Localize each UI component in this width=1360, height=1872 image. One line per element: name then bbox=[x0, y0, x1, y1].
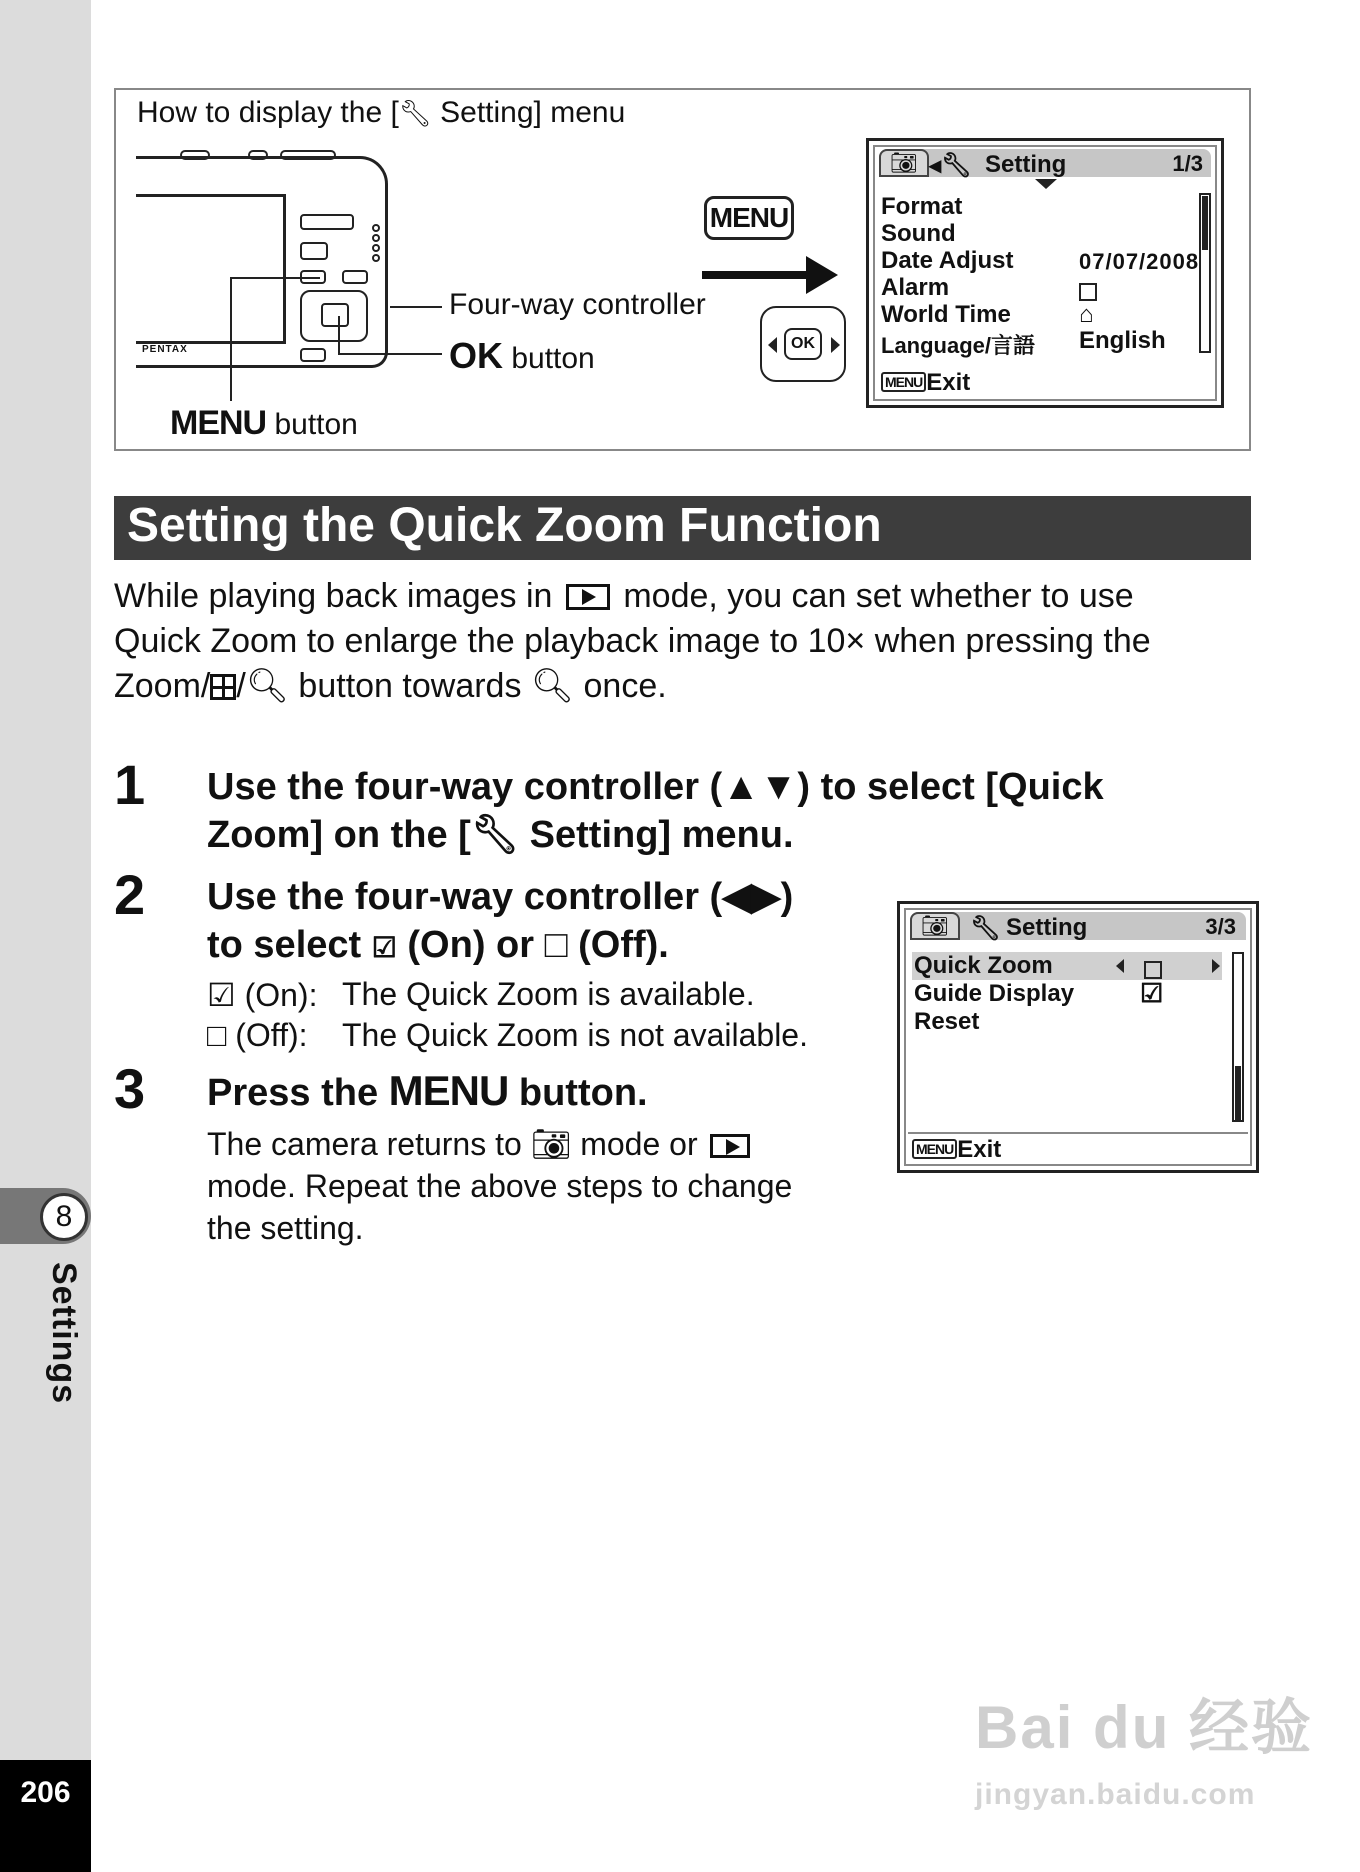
step-2-off-label: □ (Off): bbox=[207, 1017, 308, 1053]
label-ok-button bbox=[449, 335, 595, 377]
ok-leader-line bbox=[338, 353, 442, 355]
intro-text: Quick Zoom to enlarge the playback image to 10× when pressing the bbox=[114, 622, 1151, 660]
home-icon: ⌂ bbox=[1079, 301, 1094, 328]
step-2-line-1: Use the four-way controller (◀▶) bbox=[207, 876, 794, 918]
watermark-url: jingyan.baidu.com bbox=[975, 1778, 1256, 1811]
step-number-2: 2 bbox=[114, 863, 146, 926]
camera-ok-button bbox=[321, 303, 349, 327]
ok-key-text: OK bbox=[449, 335, 503, 376]
magnifier-icon: 🔍︎ bbox=[245, 667, 289, 705]
checkbox-checked-icon: ☑ bbox=[371, 932, 397, 963]
lcd-scroll-thumb bbox=[1235, 1066, 1241, 1120]
thumbnail-grid-icon bbox=[210, 674, 236, 700]
lcd-value-date: 07/07/2008 bbox=[1079, 249, 1200, 274]
lcd-page-indicator: 1/3 bbox=[1172, 151, 1203, 176]
lcd-value-language: English bbox=[1079, 327, 1166, 354]
lcd-scrollbar bbox=[1232, 952, 1244, 1122]
step-3-line-1 bbox=[207, 1067, 648, 1117]
fourway-leader-line bbox=[390, 306, 442, 308]
step-body-text: The camera returns to bbox=[207, 1126, 531, 1162]
checkbox-checked-icon: ☑ bbox=[207, 977, 236, 1013]
side-strip bbox=[0, 0, 91, 1872]
menu-mini-icon: MENU bbox=[881, 372, 926, 392]
step-number-1: 1 bbox=[114, 753, 146, 816]
lcd-row-world-time: World Time bbox=[881, 301, 1011, 328]
wrench-icon: 🔧︎ bbox=[970, 915, 1001, 942]
camera-top-button bbox=[180, 150, 210, 160]
menu-key-text: MENU bbox=[170, 404, 267, 442]
camera-zoom-button bbox=[300, 214, 354, 230]
lcd-setting-menu-3 bbox=[897, 901, 1259, 1173]
camera-dots bbox=[372, 224, 382, 264]
lcd-scroll-thumb bbox=[1202, 196, 1208, 250]
step-2-on-line bbox=[207, 976, 317, 1014]
intro-text: once. bbox=[574, 667, 667, 705]
chapter-label: Settings bbox=[45, 1262, 83, 1405]
ok-leader-line bbox=[338, 316, 340, 354]
camera-shutter-button bbox=[280, 150, 336, 160]
intro-text: mode, you can set whether to use bbox=[613, 577, 1134, 615]
step-3-body-3: the setting. bbox=[207, 1210, 364, 1246]
lcd-tab-arrow-wrench: ◂🔧︎ bbox=[929, 152, 972, 179]
wrench-icon: 🔧︎ bbox=[398, 98, 432, 128]
lcd-page-indicator: 3/3 bbox=[1205, 914, 1236, 939]
step-text: Setting] menu. bbox=[519, 814, 794, 856]
section-title: Setting the Quick Zoom Function bbox=[127, 499, 882, 552]
step-1-line-1: Use the four-way controller (▲▼) to select [Quick bbox=[207, 766, 1104, 808]
lcd-setting-menu-1 bbox=[866, 138, 1224, 408]
lcd-divider bbox=[908, 1132, 1248, 1134]
howto-title-suffix: Setting] menu bbox=[431, 96, 626, 129]
chapter-number: 8 bbox=[40, 1193, 88, 1241]
step-3-body-2: mode. Repeat the above steps to change bbox=[207, 1168, 793, 1204]
menu-label-suffix: button bbox=[266, 408, 358, 441]
right-triangle-icon bbox=[1212, 959, 1220, 973]
page-number: 206 bbox=[20, 1776, 71, 1809]
intro-paragraph bbox=[114, 574, 1254, 709]
checkbox-checked-icon: ☑ bbox=[1140, 978, 1164, 1008]
camera-logo: PENTAX bbox=[142, 344, 188, 355]
lcd-tab-bar bbox=[879, 149, 1211, 177]
step-text: Zoom] on the [ bbox=[207, 814, 471, 856]
camera-button bbox=[300, 242, 328, 260]
right-triangle-icon bbox=[831, 337, 840, 353]
playback-icon bbox=[566, 584, 610, 610]
lcd-row-date-adjust: Date Adjust bbox=[881, 247, 1014, 274]
lcd-row-language: Language/言語 bbox=[881, 333, 1036, 358]
ok-key-icon: OK bbox=[784, 328, 822, 360]
intro-text: button towards bbox=[288, 667, 531, 705]
intro-text: Zoom/ bbox=[114, 667, 211, 705]
ok-controller-icon bbox=[760, 306, 846, 382]
step-3-body-1 bbox=[207, 1125, 754, 1163]
camera-illustration bbox=[136, 150, 392, 370]
step-number-3: 3 bbox=[114, 1057, 146, 1120]
step-text: Press the bbox=[207, 1072, 389, 1114]
lcd-row-reset: Reset bbox=[914, 1008, 980, 1035]
lcd-exit bbox=[912, 1136, 1001, 1164]
lcd-row-alarm: Alarm bbox=[881, 274, 950, 301]
magnifier-icon: 🔍︎ bbox=[530, 667, 575, 705]
menu-key-icon: MENU bbox=[704, 196, 794, 240]
camera-tab-icon: 📷︎ bbox=[879, 149, 929, 177]
label-menu-button bbox=[170, 404, 358, 443]
intro-text: / bbox=[236, 667, 246, 705]
step-2-on-desc: The Quick Zoom is available. bbox=[342, 976, 755, 1012]
camera-button bbox=[300, 348, 326, 362]
right-arrow-icon-head bbox=[806, 256, 838, 294]
camera-icon: 📷︎ bbox=[530, 1126, 572, 1162]
ok-label-suffix: button bbox=[503, 342, 595, 375]
menu-key-text: MENU bbox=[388, 1067, 509, 1114]
lcd-tab-title: Setting bbox=[1006, 914, 1088, 941]
step-2-line-2 bbox=[207, 921, 669, 972]
step-text: button. bbox=[508, 1072, 648, 1114]
step-text: (On) or □ (Off). bbox=[396, 924, 669, 966]
menu-mini-icon: MENU bbox=[912, 1139, 957, 1159]
right-arrow-icon bbox=[702, 271, 812, 279]
camera-screen bbox=[136, 194, 286, 344]
lcd-scrollbar bbox=[1199, 193, 1211, 353]
howto-title-prefix: How to display the [ bbox=[137, 96, 399, 129]
on-label: (On): bbox=[235, 977, 318, 1013]
camera-button bbox=[342, 270, 368, 284]
lcd-tab-bar bbox=[910, 912, 1246, 940]
left-triangle-icon bbox=[768, 337, 777, 353]
lcd-exit bbox=[881, 369, 970, 397]
menu-leader-line bbox=[230, 277, 320, 279]
wrench-icon: 🔧︎ bbox=[470, 814, 520, 856]
lcd-row-format: Format bbox=[881, 193, 963, 220]
lcd-row-quick-zoom: Quick Zoom bbox=[914, 952, 1053, 979]
label-fourway-controller: Four-way controller bbox=[449, 288, 706, 321]
lcd-row-sound: Sound bbox=[881, 220, 956, 247]
lcd-tab-title: Setting bbox=[985, 151, 1067, 178]
step-1-line-2 bbox=[207, 811, 794, 859]
lcd-inner-frame bbox=[904, 908, 1252, 1166]
howto-title bbox=[137, 96, 625, 130]
intro-text: While playing back images in bbox=[114, 577, 562, 615]
left-triangle-icon bbox=[1116, 959, 1124, 973]
camera-top-button bbox=[248, 150, 268, 160]
camera-tab-icon: 📷︎ bbox=[910, 912, 960, 940]
playback-icon bbox=[710, 1134, 750, 1158]
down-triangle-icon bbox=[1035, 179, 1057, 189]
lcd-exit-label: Exit bbox=[957, 1136, 1002, 1163]
step-body-text: mode or bbox=[571, 1126, 707, 1162]
step-text: to select bbox=[207, 924, 372, 966]
watermark-brand: Bai du 经验 bbox=[975, 1694, 1314, 1761]
lcd-row-guide-display: Guide Display bbox=[914, 980, 1075, 1007]
lcd-exit-label: Exit bbox=[926, 369, 971, 396]
step-2-off-desc: The Quick Zoom is not available. bbox=[342, 1017, 808, 1053]
menu-leader-line bbox=[230, 277, 232, 401]
